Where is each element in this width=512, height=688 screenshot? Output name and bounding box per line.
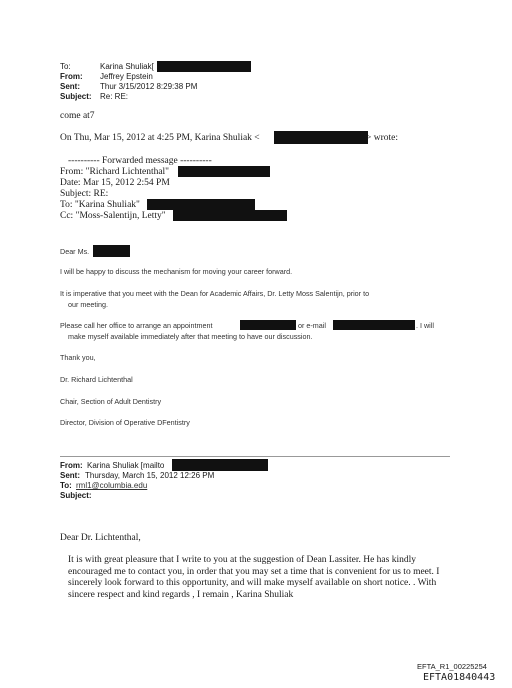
letter-paragraph-3-part-c: . I will (416, 321, 434, 330)
redaction-box (157, 61, 251, 72)
reply-body: come at7 (60, 111, 95, 121)
letter-paragraph-2-line-2: our meeting. (68, 300, 108, 309)
original-from-label: From: (60, 461, 83, 470)
redaction-box (274, 131, 368, 144)
forward-separator: ---------- Forwarded message ---------- (68, 156, 212, 166)
header-subject-label: Subject: (60, 92, 92, 101)
letter-paragraph-2-line-1: It is imperative that you meet with the Dean for Academic Affairs, Dr. Letty Moss Salentijn, prior to (60, 289, 370, 298)
forward-to: To: "Karina Shuliak" (60, 200, 140, 210)
header-from-value: Jeffrey Epstein (100, 72, 153, 81)
letter-salutation: Dear Ms. (60, 247, 90, 256)
original-to-label: To: (60, 481, 72, 490)
original-from-value: Karina Shuliak [mailto (87, 461, 165, 470)
original-sent-label: Sent: (60, 471, 80, 480)
redaction-box (178, 166, 270, 177)
letter-signature: Dr. Richard Lichtenthal (60, 375, 133, 384)
header-sent-label: Sent: (60, 82, 80, 91)
letter-paragraph-3-part-a: Please call her office to arrange an appointment (60, 321, 213, 330)
header-to-label: To: (60, 62, 71, 71)
letter-thanks: Thank you, (60, 353, 96, 362)
bates-stamp-2: EFTA01840443 (423, 672, 496, 683)
forward-subject: Subject: RE: (60, 189, 109, 199)
forward-cc: Cc: "Moss-Salentijn, Letty" (60, 211, 166, 221)
letter-paragraph-1: I will be happy to discuss the mechanism for moving your career forward. (60, 267, 293, 276)
redaction-box (147, 199, 255, 210)
header-from-label: From: (60, 72, 83, 81)
letter-title-1: Chair, Section of Adult Dentistry (60, 397, 162, 406)
original-body: It is with great pleasure that I write to you at the suggestion of Dean Lassiter. He has kindly encouraged me to contact you, in order that you may set a time that is convenient for us to meet. I sincerely look forward to this opportunity, and will make myself available on short notice. . With sincere respect and kind regards , I remain , Karina Shuliak (68, 555, 440, 600)
forward-from: From: "Richard Lichtenthal" (60, 167, 170, 177)
redaction-box (172, 459, 268, 471)
divider (60, 456, 450, 457)
forward-date: Date: Mar 15, 2012 2:54 PM (60, 178, 170, 188)
redaction-box (333, 320, 415, 330)
redaction-box (93, 245, 130, 257)
bates-stamp-1: EFTA_R1_00225254 (417, 662, 487, 671)
original-salutation: Dear Dr. Lichtenthal, (60, 533, 141, 543)
letter-paragraph-3-line-2: make myself available immediately after that meeting to have our discussion. (68, 332, 313, 341)
letter-title-2: Director, Division of Operative DFentistry (60, 418, 190, 427)
original-sent-value: Thursday, March 15, 2012 12:26 PM (85, 471, 215, 480)
header-subject-value: Re: RE: (100, 92, 129, 101)
redaction-box (240, 320, 296, 330)
letter-paragraph-3-part-b: or e-mail (298, 321, 326, 330)
original-to-email-link[interactable]: rml1@columbia.edu (76, 481, 148, 490)
redaction-box (173, 210, 287, 221)
original-subject-label: Subject: (60, 491, 92, 500)
header-to-value: Karina Shuliak[ (100, 62, 154, 71)
quote-prefix: On Thu, Mar 15, 2012 at 4:25 PM, Karina Shuliak < (60, 133, 260, 143)
header-sent-value: Thur 3/15/2012 8:29:38 PM (100, 82, 198, 91)
quote-suffix: > wrote: (366, 133, 399, 143)
